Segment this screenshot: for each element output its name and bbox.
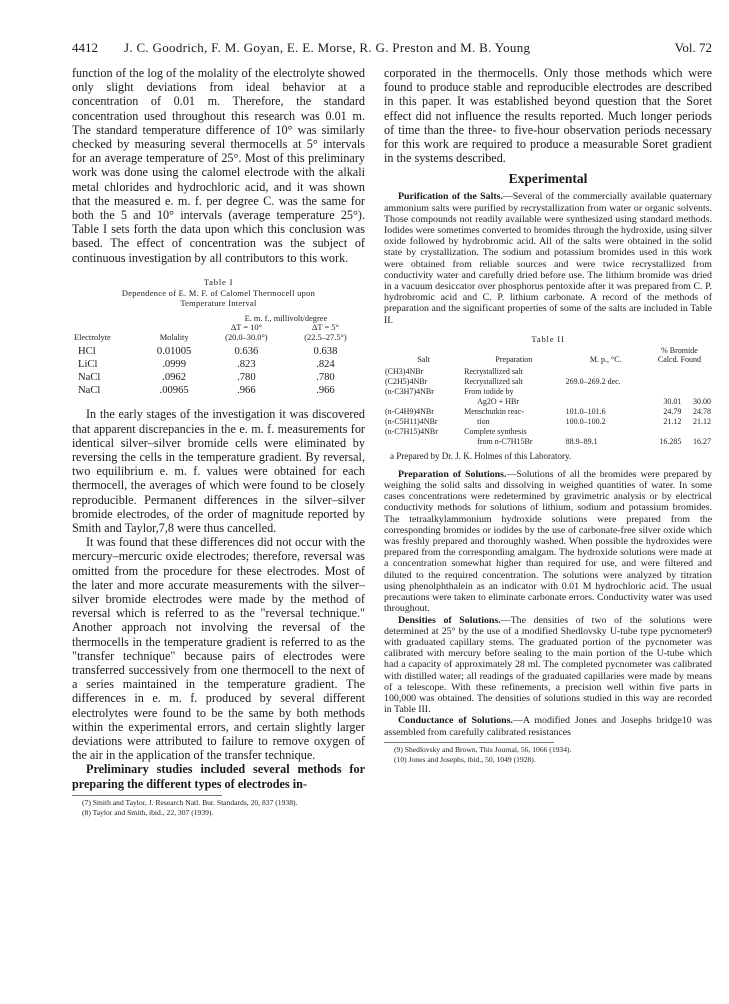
table-cell: From iodide by (464, 386, 514, 396)
table-cell: (CH3)4NBr (385, 366, 424, 376)
column-header-line: % Bromide (661, 345, 698, 355)
table-row (72, 371, 365, 384)
table-cell: .0999 (162, 359, 187, 371)
table-cell: Recrystallized salt (464, 376, 524, 386)
table-cell: .0962 (162, 372, 187, 384)
run-in-heading: Purification of the Salts. (398, 191, 503, 203)
paragraph-text: —A modified Jones and Josephs bridge10 was assembled from carefully calibrated resistances (384, 715, 713, 738)
table-row (384, 437, 712, 447)
footnote-rule (384, 742, 554, 743)
table-2-footnote: a Prepared by Dr. J. K. Holmes of this Laboratory. (390, 450, 572, 461)
left-column (72, 66, 365, 818)
table-cell: 16.27 (693, 436, 711, 446)
column-header-line: ΔT = 10° (230, 323, 262, 333)
paragraph (384, 615, 712, 716)
table-cell: 30.01 (663, 396, 682, 406)
table-cell: 21.12 (663, 416, 682, 426)
paragraph-text: —Solutions of all the bromides were prepared by weighing the solid salts and dissolving in weighed quantities of water. In some cases concentrations were redetermined by gravimetric analysis or by electrical conductivity methods for solutions of lithium, sodium and potassium bromides. The tetraalkylammonium hydroxide solutions were prepared from the corresponding bromides or iodides by the use of carbonate-free silver oxide which was freshly prepared and thoroughly washed. When possible the hydroxides were prepared from the corresponding amalgam. The hydroxide solutions were made at a concentration somewhat higher than required for use, and were filtered and diluted to the required concentration. The solutions were analyzed by titration using phenolphthalein as an indicator with 0.01 M hydrochloric acid. The usual precautions were taken to eliminate carbonate errors. Conductivity water was used throughout. (384, 468, 712, 615)
table-cell: .00965 (159, 385, 189, 397)
column-header (207, 323, 286, 345)
footnote: (10) Jones and Josephs, ibid., 50, 1049 (1928). (394, 754, 536, 764)
table-cell: 0.636 (234, 346, 259, 358)
table-cell: 0.01005 (156, 346, 192, 358)
table-cell (682, 427, 712, 437)
paragraph-text: —Several of the commercially available quaternary ammonium salts were purified by recrystallization from water or organic solvents. Those compounds not readily available were synthesized using standard methods. Iodides were sometimes converted to bromides through the hydroxide, using silver oxide followed by hydrobromic acid. All of the salts were obtained in the solid state by crystallization. The sodium and potassium bromides used in this work were obtained from reliable sources and were twice recrystallized from conductivity water and carefully dried before use. The lithium bromide was dried in a vacuum desiccator over phosphorus pentoxide after it was prepared from C. P. hydrobromic acid and C. P. lithium carbonate. A record of the methods of preparation and the significant properties of some of the salts are included in Table II. (384, 191, 712, 326)
table-cell: .824 (316, 359, 335, 371)
table-row (72, 345, 365, 358)
paragraph: In the early stages of the investigation it was discovered that apparent discrepancies in the e. m. f. measurements for identical silver–silver bromide cells were eliminated by reversing the cells in the temperature gradient. By reversal, two equilibrium e. m. f. values were obtained for each thermocell, the averages of which were found to be closely reproducible. Permanent differences in the silver–silver bromide electrodes, of the order of magnitude reported by Smith and Taylor,7,8 were thus cancelled. (72, 407, 365, 535)
paragraph (384, 191, 712, 325)
table-cell: from n-C7H15Br (477, 436, 533, 446)
table-cell: 24.78 (693, 406, 711, 416)
footnote: (9) Shedlovsky and Brown, This Journal, 56, 1066 (1934). (394, 744, 572, 754)
page-number: 4412 (72, 40, 98, 55)
table-cell: 88.9–89.1 (565, 436, 598, 446)
table-cell: 269.0–269.2 dec. (565, 376, 621, 386)
column-header (647, 346, 712, 367)
table-cell: Complete synthesis (464, 426, 527, 436)
column-header: Preparation (495, 354, 533, 364)
table-cell (682, 387, 712, 397)
table-cell (565, 387, 647, 397)
table-cell (647, 377, 682, 387)
header-volume: Vol. 72 (674, 40, 712, 55)
table-1-title-line: Temperature Interval (180, 299, 257, 309)
table-cell (384, 397, 463, 407)
paragraph: function of the log of the molality of the electrolyte showed only slight deviations from ideal behavior at a concentration of 0.01 m. Therefore, the standard concentration used throughout this research was 0.01 m. The standard temperature difference of 10° was similarly checked by measuring several thermocells at 5° intervals for an average temperature of 25°. Most of this preliminary work was done using the calomel electrode with the alkali metal chlorides and hydrochloric acid, and it was shown that the measured e. m. f. per degree C. was the same for both the 5 and 10° intervals (average temperature 25°). Table I sets forth the data upon which this conclusion was based. The effect of concentration was the subject of continuous investigation by all contributors to this work. (72, 66, 365, 265)
table-cell (682, 377, 712, 387)
table-cell: .966 (316, 385, 335, 397)
paragraph (384, 469, 712, 615)
table-cell: NaCl (78, 372, 101, 384)
column-header-line: (22.5–27.5°) (304, 332, 347, 342)
table-cell: 0.638 (313, 346, 338, 358)
column-header-line: ΔT = 5° (312, 323, 339, 333)
column-header: M. p., °C. (589, 354, 622, 364)
section-heading: Experimental (508, 171, 588, 187)
column-header: Salt (417, 354, 430, 364)
table-cell: 21.12 (693, 416, 711, 426)
table-row (72, 384, 365, 397)
table-row (384, 417, 712, 427)
table-row (384, 377, 712, 387)
column-header-line: (20.0–30.0°) (225, 332, 268, 342)
table-2-caption: Table II (531, 333, 565, 344)
table-cell (565, 427, 647, 437)
run-in-heading: Densities of Solutions. (398, 614, 501, 626)
table-cell: 100.0–100.2 (565, 416, 606, 426)
table-cell: 101.0–101.6 (565, 406, 606, 416)
table-cell: 24.79 (663, 406, 682, 416)
footnote: (7) Smith and Taylor, J. Research Natl. Bur. Standards, 20, 837 (1938). (82, 797, 298, 807)
table-cell: HCl (78, 346, 96, 358)
run-in-heading: Preparation of Solutions. (398, 468, 507, 480)
table-row (384, 407, 712, 417)
table-cell (647, 387, 682, 397)
table-cell: (n-C7H15)4NBr (385, 426, 438, 436)
table-cell (682, 367, 712, 377)
paragraph (384, 715, 712, 737)
table-row (384, 397, 712, 407)
paragraph: corporated in the thermocells. Only those methods which were found to produce stable and reproducible electrodes are described in this paper. It was established beyond question that the Soret effect did not influence the results reported. Much longer periods of time than the three- to five-hour observation periods necessary for this work are required to produce a measurable Soret gradient in the systems described. (384, 66, 712, 166)
table-cell: .966 (237, 385, 256, 397)
table-1 (72, 314, 365, 398)
table-cell: (n-C5H11)4NBr (385, 416, 438, 426)
run-in-heading: Conductance of Solutions. (398, 715, 513, 727)
table-cell: Recrystallized salt (464, 366, 524, 376)
table-cell: .780 (237, 372, 256, 384)
table-1-title (72, 289, 365, 310)
column-header-line: Calcd. Found (657, 354, 702, 364)
footnote-rule (72, 795, 222, 796)
table-cell: LiCl (78, 359, 98, 371)
table-cell: 30.00 (693, 396, 711, 406)
table-cell (565, 397, 647, 407)
table-1-title-line: Dependence of E. M. F. of Calomel Thermocell upon (121, 288, 316, 298)
table-cell: 16.285 (659, 436, 682, 446)
table-row (384, 427, 712, 437)
column-header: Electrolyte (74, 332, 111, 342)
footnote: (8) Taylor and Smith, ibid., 22, 307 (1939). (82, 807, 214, 817)
table-cell (647, 427, 682, 437)
paragraph: It was found that these differences did not occur with the mercury–mercuric oxide electrodes; therefore, reversal was omitted from the procedure for these electrodes. Most of the later and more accurate measurements with the silver–silver bromide electrodes were made by the method of reversal which is referred to as the "reversal technique." Another approach not involving the reversal of the thermocells in the temperature gradient is referred to as the "transfer technique" because pairs of electrodes were transferred successively from one thermocell to the next of a series maintained in the temperature gradient. The differences in e. m. f. produced by several different electrolytes were found to be the same by both methods within the experimental errors, and certain slightly larger deviations were attributed to failure to remove oxygen of the air in the application of the transfer technique. (72, 535, 365, 763)
right-column (384, 66, 712, 765)
table-cell: tion (477, 416, 490, 426)
column-group-header: E. m. f., millivolt/degree (244, 313, 328, 323)
column-header: Molality (159, 332, 189, 342)
table-cell: Menschutkin reac- (464, 406, 524, 416)
table-cell: (n-C3H7)4NBr (385, 386, 434, 396)
table-cell (647, 367, 682, 377)
table-1-caption: Table I (203, 276, 234, 287)
table-2 (384, 346, 712, 447)
table-row (384, 367, 712, 377)
column-header (286, 323, 365, 345)
table-row (384, 387, 712, 397)
paragraph: Preliminary studies included several methods for preparing the different types of electrodes in- (72, 762, 365, 791)
header-authors: J. C. Goodrich, F. M. Goyan, E. E. Morse, R. G. Preston and M. B. Young (124, 40, 531, 55)
running-header (72, 40, 712, 58)
table-row (72, 358, 365, 371)
table-cell: NaCl (78, 385, 101, 397)
table-cell: Ag2O + HBr (477, 396, 519, 406)
table-cell: .823 (237, 359, 256, 371)
table-cell (565, 367, 647, 377)
paragraph-text: —The densities of two of the solutions were determined at 25° by the use of a modified Shedlovsky U-tube type pycnometer9 with graduated capillary stems. The graduated portion of the pycnometer was calibrated with mercury before sealing to the main portion of the U-tube which had a capacity of approximately 28 ml. The completed pycnometer was calibrated with distilled water; all readings of the graduated capillaries were made by means of a telescope. With these refinements, a precision well within five parts in 100,000 was obtained. The densities of solutions studied in this way are recorded in Table III. (384, 614, 713, 716)
table-cell: (n-C4H9)4NBr (385, 406, 434, 416)
table-cell (384, 437, 463, 447)
table-cell: .780 (316, 372, 335, 384)
table-cell: (C2H5)4NBr (385, 376, 428, 386)
